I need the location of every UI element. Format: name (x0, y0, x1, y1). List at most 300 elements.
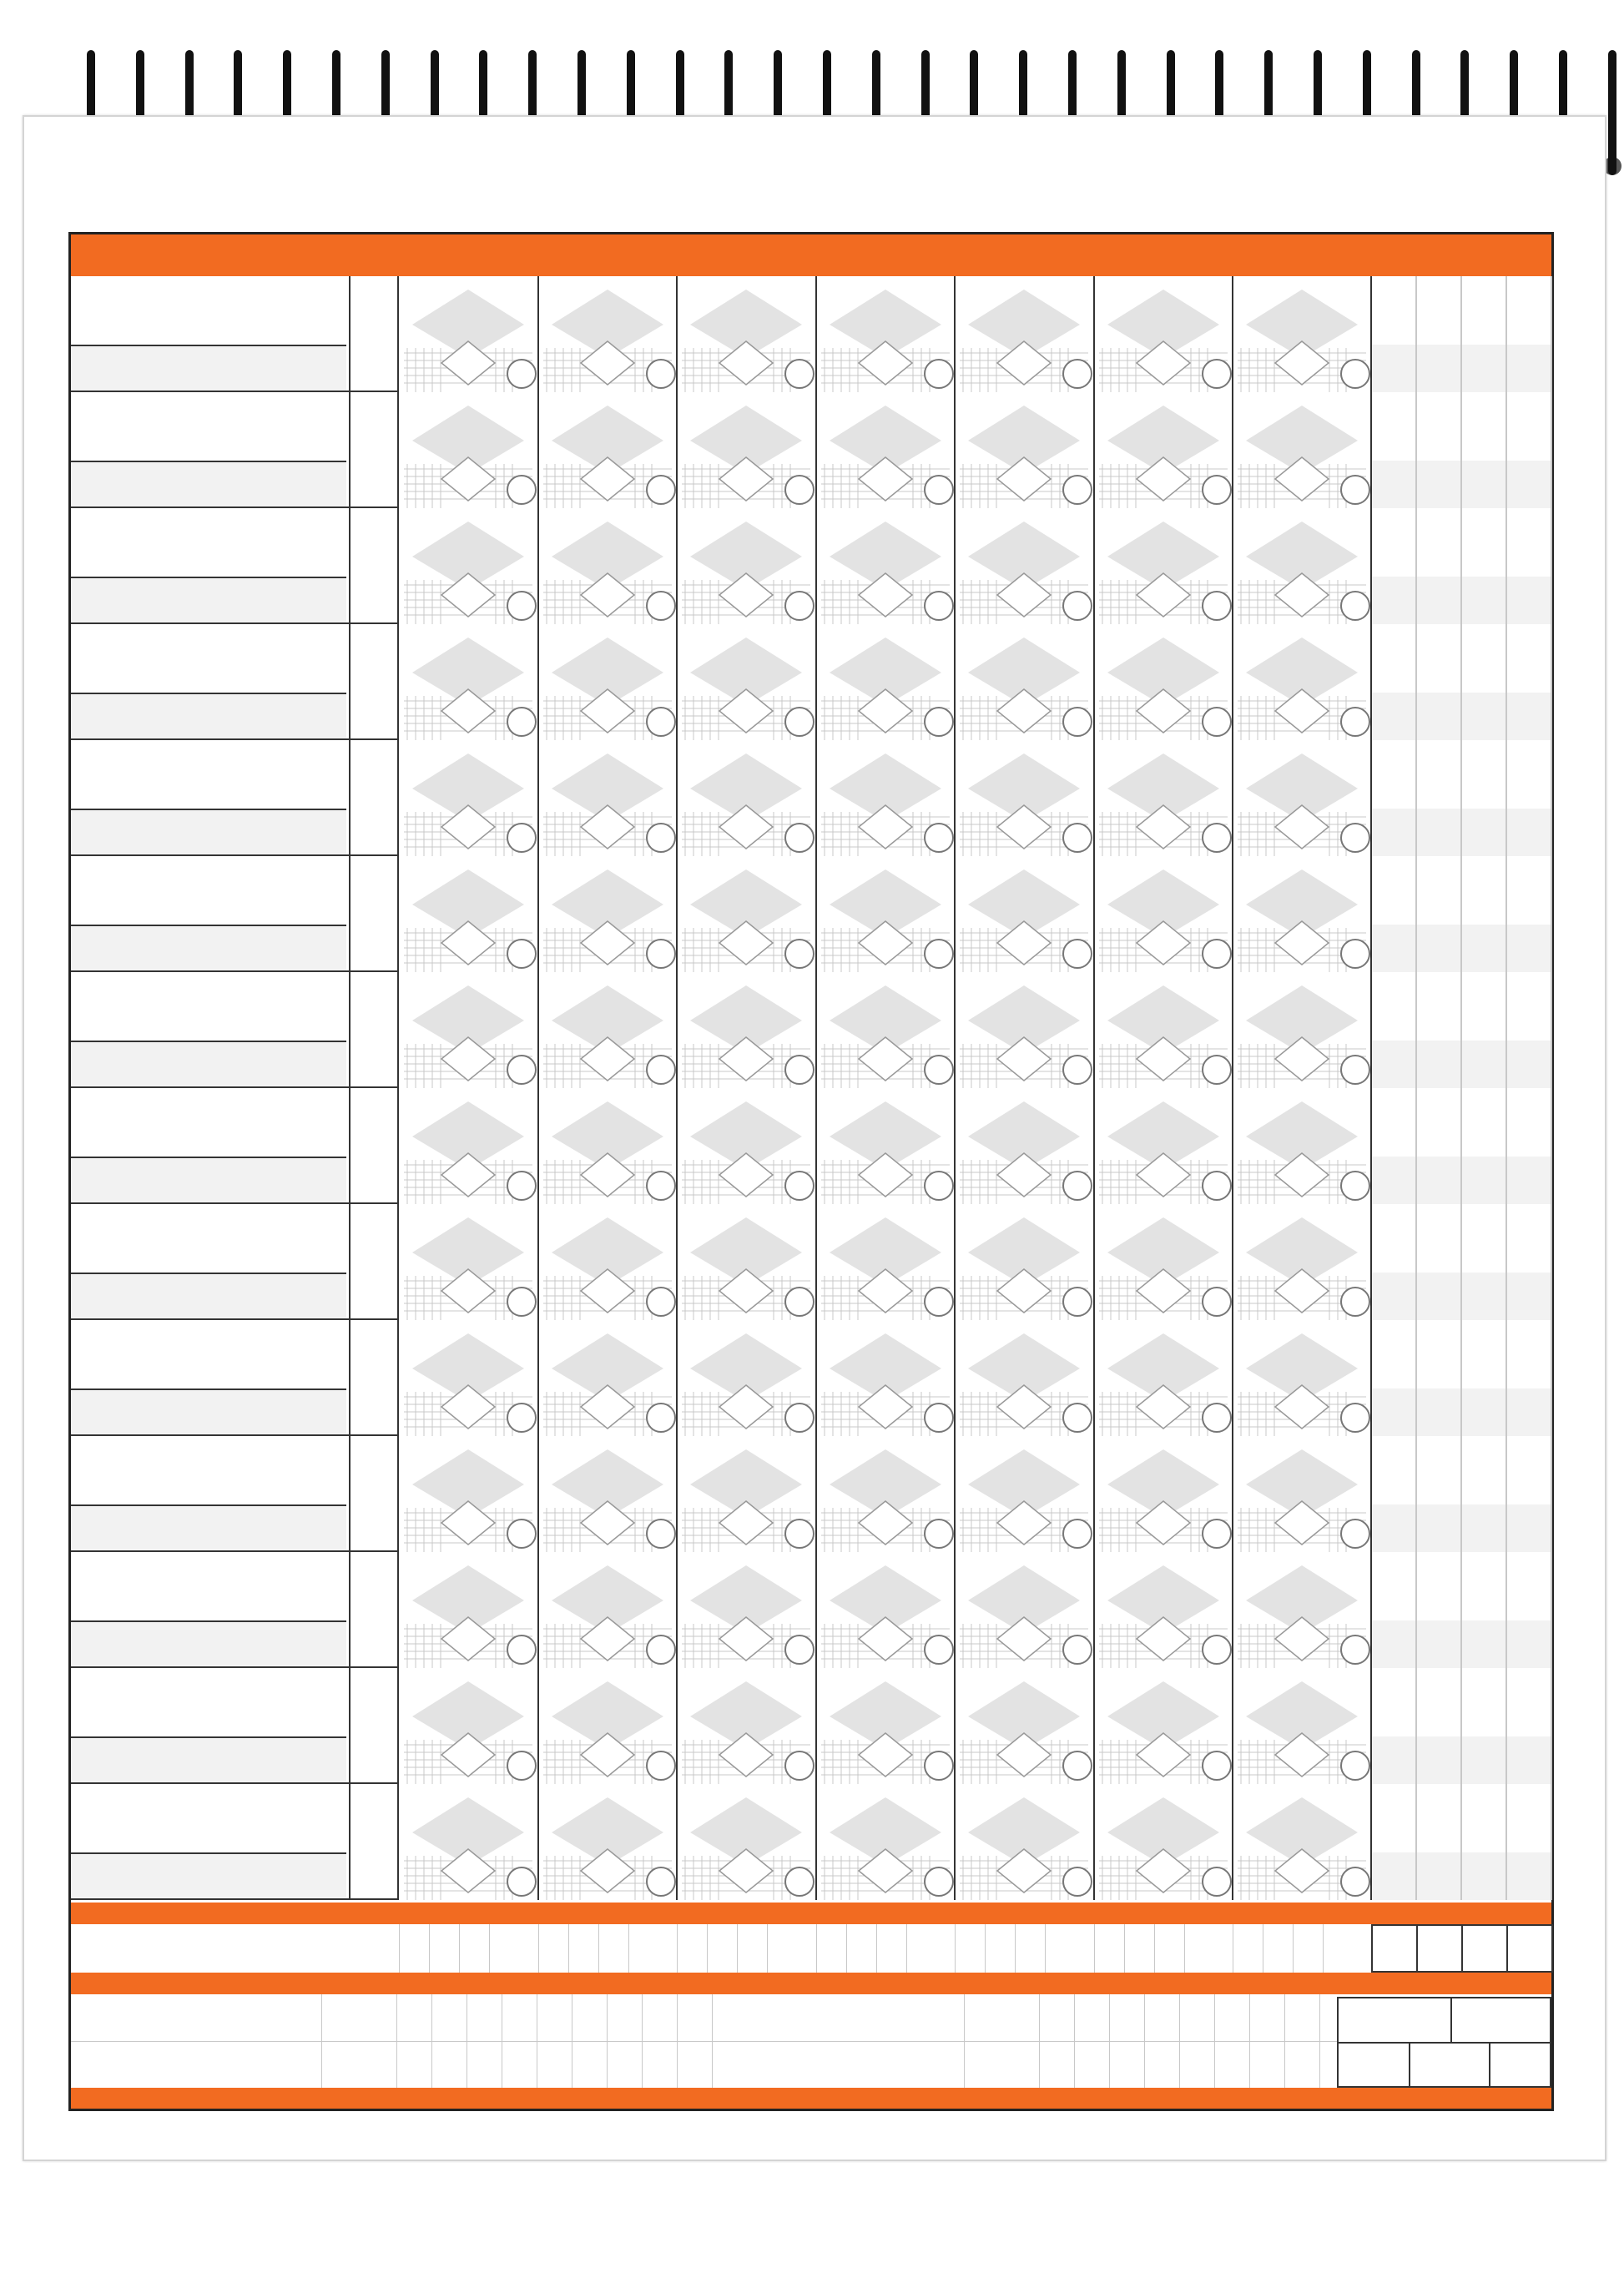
total-cell[interactable] (1506, 1320, 1551, 1436)
player-name-field[interactable] (71, 508, 346, 577)
team-stat-cell[interactable] (1094, 1924, 1124, 1973)
at-bat-cell[interactable] (1094, 276, 1233, 393)
at-bat-cell[interactable] (538, 624, 677, 741)
total-cell[interactable] (1461, 856, 1506, 972)
at-bat-cell[interactable] (538, 740, 677, 857)
pos-field[interactable] (351, 508, 399, 624)
at-bat-cell[interactable] (1233, 1436, 1371, 1553)
inning-divider (1370, 392, 1372, 508)
player-name-field[interactable] (71, 1088, 346, 1157)
total-cell[interactable] (1416, 1088, 1461, 1204)
opponent-box[interactable] (1337, 1997, 1452, 2044)
total-cell[interactable] (1506, 1668, 1551, 1784)
sub-name-field[interactable] (71, 1388, 346, 1436)
total-cell[interactable] (1416, 972, 1461, 1088)
sub-name-field[interactable] (71, 693, 346, 740)
at-bat-cell[interactable] (955, 1088, 1093, 1205)
at-bat-cell[interactable] (399, 508, 537, 625)
sub-name-field[interactable] (71, 925, 346, 972)
pitcher-stat-cell[interactable] (1179, 2041, 1214, 2088)
at-bat-cell[interactable] (677, 972, 815, 1089)
team-stat-cell[interactable] (459, 1924, 489, 1973)
pitcher-stat-cell[interactable] (572, 2041, 607, 2088)
team-stat-cell[interactable] (737, 1924, 767, 1973)
total-cell[interactable] (1506, 392, 1551, 508)
at-bat-cell[interactable] (1094, 624, 1233, 741)
total-cell[interactable] (1506, 1436, 1551, 1552)
at-bat-cell[interactable] (538, 1436, 677, 1553)
end-box[interactable] (1489, 2042, 1551, 2088)
team-stat-cell[interactable] (707, 1924, 737, 1973)
at-bat-cell[interactable] (677, 1668, 815, 1785)
inning-divider (676, 392, 678, 508)
pos-field[interactable] (351, 1436, 399, 1552)
total-cell[interactable] (1461, 1784, 1506, 1900)
inning-divider (1370, 972, 1372, 1088)
sub-name-field[interactable] (71, 577, 346, 624)
total-cell[interactable] (1416, 392, 1461, 508)
pitcher-stat-cell[interactable] (642, 2041, 677, 2088)
team-name-field[interactable] (71, 1924, 396, 1973)
player-name-field[interactable] (71, 1436, 346, 1504)
team-stat-divider (1045, 1924, 1046, 1973)
player-name-field[interactable] (71, 1320, 346, 1388)
pos-field[interactable] (351, 1784, 399, 1900)
at-bat-cell[interactable] (677, 392, 815, 509)
inning-divider (1232, 1552, 1233, 1668)
pitcher-stat-cell[interactable] (431, 2041, 467, 2088)
at-bat-cell[interactable] (955, 624, 1093, 741)
total-divider (1505, 1088, 1507, 1204)
inning-divider (954, 1204, 956, 1320)
at-bat-cell[interactable] (1094, 856, 1233, 973)
inning-divider (1370, 1436, 1372, 1552)
at-bat-cell[interactable] (399, 392, 537, 509)
at-bat-cell[interactable] (1233, 392, 1371, 509)
pos-field[interactable] (351, 740, 399, 856)
total-divider (1551, 972, 1552, 1088)
at-bat-cell[interactable] (1094, 1552, 1233, 1669)
pitcher-stat-cell[interactable] (502, 1994, 537, 2041)
player-name-field[interactable] (71, 856, 346, 925)
pitcher-stat-cell[interactable] (1249, 1994, 1284, 2041)
pitcher-stat-cell[interactable] (467, 2041, 502, 2088)
total-cell[interactable] (1371, 740, 1416, 856)
at-bat-cell[interactable] (538, 972, 677, 1089)
team-stat-cell[interactable] (489, 1924, 537, 1973)
pitcher-stat-cell[interactable] (642, 1994, 677, 2041)
at-bat-cell[interactable] (955, 1552, 1093, 1669)
team-stat-cell[interactable] (1184, 1924, 1233, 1973)
at-bat-cell[interactable] (677, 856, 815, 973)
pos-field[interactable] (351, 1668, 399, 1784)
total-cell[interactable] (1461, 1668, 1506, 1784)
total-divider (1460, 740, 1462, 856)
total-cell[interactable] (1461, 972, 1506, 1088)
total-cell[interactable] (1461, 1204, 1506, 1320)
team-stat-cell[interactable] (1015, 1924, 1045, 1973)
at-bat-cell[interactable] (399, 1320, 537, 1437)
total-cell[interactable] (1416, 1552, 1461, 1668)
at-bat-cell[interactable] (538, 1320, 677, 1437)
team-stat-cell[interactable] (1263, 1924, 1293, 1973)
total-cell[interactable] (1461, 508, 1506, 624)
player-name-field[interactable] (71, 740, 346, 809)
at-bat-cell[interactable] (399, 856, 537, 973)
at-bat-cell[interactable] (1233, 1784, 1371, 1901)
total-cell[interactable] (1416, 276, 1461, 392)
sub-name-field[interactable] (71, 1041, 346, 1088)
at-bat-cell[interactable] (1233, 1552, 1371, 1669)
at-bat-cell[interactable] (538, 856, 677, 973)
total-cell[interactable] (1371, 856, 1416, 972)
at-bat-cell[interactable] (1233, 740, 1371, 857)
at-bat-cell[interactable] (955, 1320, 1093, 1437)
total-cell[interactable] (1371, 1668, 1416, 1784)
player-name-field[interactable] (71, 1552, 346, 1620)
total-cell[interactable] (1461, 740, 1506, 856)
pitcher-stat-cell[interactable] (396, 2041, 431, 2088)
pos-divider (349, 1088, 351, 1204)
at-bat-cell[interactable] (677, 1784, 815, 1901)
total-cell[interactable] (1416, 1204, 1461, 1320)
player-name-field[interactable] (71, 972, 346, 1041)
at-bat-cell[interactable] (1094, 972, 1233, 1089)
total-cell[interactable] (1461, 624, 1506, 740)
pitcher-stat-cell[interactable] (1179, 1994, 1214, 2041)
sub-name-field[interactable] (71, 1852, 346, 1900)
at-bat-cell[interactable] (1233, 972, 1371, 1089)
total-cell[interactable] (1506, 624, 1551, 740)
pitcher-stat-cell[interactable] (1039, 2041, 1074, 2088)
pitchers-bar (71, 1973, 1551, 1994)
at-bat-cell[interactable] (816, 740, 955, 857)
sub-name-field[interactable] (71, 1620, 346, 1668)
pitcher-stat-cell[interactable] (502, 2041, 537, 2088)
at-bat-cell[interactable] (1233, 1668, 1371, 1785)
at-bat-cell[interactable] (1094, 508, 1233, 625)
at-bat-cell[interactable] (1094, 1668, 1233, 1785)
at-bat-cell[interactable] (955, 1436, 1093, 1553)
pos-field[interactable] (351, 276, 399, 392)
inning-divider (537, 740, 539, 856)
pos-field[interactable] (351, 972, 399, 1088)
at-bat-cell[interactable] (538, 392, 677, 509)
player-name-field[interactable] (71, 1204, 346, 1273)
at-bat-cell[interactable] (399, 740, 537, 857)
team-stat-cell[interactable] (538, 1924, 568, 1973)
at-bat-cell[interactable] (538, 1552, 677, 1669)
at-bat-cell[interactable] (816, 1204, 955, 1321)
total-cell[interactable] (1371, 1204, 1416, 1320)
at-bat-cell[interactable] (816, 972, 955, 1089)
total-cell[interactable] (1416, 1668, 1461, 1784)
at-bat-cell[interactable] (677, 1552, 815, 1669)
pitcher-stat-cell[interactable] (1144, 1994, 1179, 2041)
player-name-field[interactable] (71, 392, 346, 461)
pitcher-stat-cell[interactable] (1214, 2041, 1249, 2088)
sub-name-field[interactable] (71, 461, 346, 508)
at-bat-cell[interactable] (816, 1320, 955, 1437)
at-bat-cell[interactable] (816, 1668, 955, 1785)
at-bat-cell[interactable] (677, 1204, 815, 1321)
inning-divider (1232, 624, 1233, 740)
team-stat-cell[interactable] (677, 1924, 707, 1973)
at-bat-cell[interactable] (677, 1436, 815, 1553)
team-stat-cell[interactable] (985, 1924, 1015, 1973)
total-cell[interactable] (1506, 1204, 1551, 1320)
pitcher-stat-cell[interactable] (1284, 1994, 1319, 2041)
pitcher-stat-cell[interactable] (1074, 2041, 1109, 2088)
total-cell[interactable] (1506, 276, 1551, 392)
at-bat-cell[interactable] (816, 1436, 955, 1553)
sub-name-field[interactable] (71, 1736, 346, 1784)
at-bat-cell[interactable] (1094, 392, 1233, 509)
pitcher-stat-cell[interactable] (1039, 1994, 1074, 2041)
at-bat-cell[interactable] (816, 508, 955, 625)
at-bat-cell[interactable] (538, 276, 677, 393)
total-cell[interactable] (1506, 1552, 1551, 1668)
total-cell[interactable] (1416, 1436, 1461, 1552)
pitcher-stat-cell[interactable] (537, 2041, 572, 2088)
pitcher-name-field[interactable] (71, 1994, 321, 2041)
pitcher-stat-cell[interactable] (1284, 2041, 1319, 2088)
team-stat-cell[interactable] (429, 1924, 459, 1973)
player-name-field[interactable] (71, 1784, 346, 1852)
team-stat-cell[interactable] (906, 1924, 955, 1973)
total-cell[interactable] (1461, 1436, 1506, 1552)
pos-field[interactable] (351, 1204, 399, 1320)
team-stat-cell[interactable] (1045, 1924, 1093, 1973)
sub-name-field[interactable] (71, 1504, 346, 1552)
at-bat-cell[interactable] (816, 624, 955, 741)
pitcher-name-field[interactable] (713, 2041, 963, 2088)
inning-divider (815, 508, 817, 624)
at-bat-cell[interactable] (538, 1088, 677, 1205)
player-name-field[interactable] (71, 276, 346, 345)
team-stat-cell[interactable] (399, 1924, 429, 1973)
at-bat-cell[interactable] (399, 276, 537, 393)
inning-divider (1370, 856, 1372, 972)
team-stat-cell[interactable] (1293, 1924, 1323, 1973)
team-total-box[interactable] (1506, 1924, 1553, 1973)
at-bat-cell[interactable] (955, 508, 1093, 625)
total-cell[interactable] (1506, 740, 1551, 856)
pitcher-stat-cell[interactable] (572, 1994, 607, 2041)
total-divider (1551, 392, 1552, 508)
at-bat-cell[interactable] (816, 1552, 955, 1669)
at-bat-cell[interactable] (677, 740, 815, 857)
at-bat-cell[interactable] (816, 392, 955, 509)
at-bat-cell[interactable] (1094, 1088, 1233, 1205)
at-bat-cell[interactable] (1233, 1088, 1371, 1205)
at-bat-cell[interactable] (816, 276, 955, 393)
total-divider (1460, 1320, 1462, 1436)
pitcher-stat-cell[interactable] (607, 1994, 642, 2041)
team-stat-cell[interactable] (568, 1924, 598, 1973)
total-cell[interactable] (1416, 624, 1461, 740)
total-cell[interactable] (1416, 1784, 1461, 1900)
total-cell[interactable] (1461, 1088, 1506, 1204)
total-cell[interactable] (1371, 392, 1416, 508)
inning-divider (537, 856, 539, 972)
sub-name-field[interactable] (71, 809, 346, 856)
at-bat-cell[interactable] (1233, 1320, 1371, 1437)
total-cell[interactable] (1371, 624, 1416, 740)
at-bat-cell[interactable] (1233, 276, 1371, 393)
team-stat-cell[interactable] (1124, 1924, 1154, 1973)
at-bat-cell[interactable] (955, 740, 1093, 857)
player-name-field[interactable] (71, 1668, 346, 1736)
at-bat-cell[interactable] (399, 972, 537, 1089)
pitcher-stat-cell[interactable] (1109, 2041, 1144, 2088)
at-bat-cell[interactable] (538, 1784, 677, 1901)
total-divider (1415, 1668, 1417, 1784)
at-bat-cell[interactable] (399, 1668, 537, 1785)
at-bat-cell[interactable] (399, 1088, 537, 1205)
at-bat-cell[interactable] (1233, 624, 1371, 741)
total-cell[interactable] (1461, 392, 1506, 508)
total-cell[interactable] (1416, 1320, 1461, 1436)
at-bat-cell[interactable] (677, 1320, 815, 1437)
inning-divider (954, 508, 956, 624)
sub-name-field[interactable] (71, 345, 346, 392)
total-cell[interactable] (1371, 1088, 1416, 1204)
at-bat-cell[interactable] (399, 1204, 537, 1321)
total-cell[interactable] (1371, 1320, 1416, 1436)
pitcher-stat-cell[interactable] (607, 2041, 642, 2088)
at-bat-cell[interactable] (1094, 740, 1233, 857)
total-cell[interactable] (1461, 1320, 1506, 1436)
at-bat-cell[interactable] (816, 1784, 955, 1901)
at-bat-cell[interactable] (399, 1552, 537, 1669)
at-bat-cell[interactable] (399, 1784, 537, 1901)
at-bat-cell[interactable] (955, 856, 1093, 973)
at-bat-cell[interactable] (677, 1088, 815, 1205)
team-stat-cell[interactable] (1323, 1924, 1371, 1973)
total-cell[interactable] (1506, 1088, 1551, 1204)
pos-field[interactable] (351, 392, 399, 508)
pitcher-stat-cell[interactable] (1144, 2041, 1179, 2088)
total-cell[interactable] (1506, 856, 1551, 972)
team-stat-cell[interactable] (598, 1924, 628, 1973)
at-bat-cell[interactable] (677, 508, 815, 625)
total-divider (1415, 1204, 1417, 1320)
pitcher-stat-cell[interactable] (467, 1994, 502, 2041)
total-cell[interactable] (1506, 972, 1551, 1088)
at-bat-cell[interactable] (1094, 1436, 1233, 1553)
location-box[interactable] (1450, 1997, 1551, 2044)
pitcher-stat-cell[interactable] (1109, 1994, 1144, 2041)
sub-divider (71, 1504, 346, 1506)
at-bat-cell[interactable] (1094, 1784, 1233, 1901)
total-cell[interactable] (1371, 972, 1416, 1088)
at-bat-cell[interactable] (955, 1204, 1093, 1321)
at-bat-cell[interactable] (399, 624, 537, 741)
total-cell[interactable] (1371, 276, 1416, 392)
team-stat-cell[interactable] (955, 1924, 985, 1973)
pitcher-name-field[interactable] (71, 2041, 321, 2088)
team-total-box[interactable] (1371, 1924, 1418, 1973)
pitcher-stat-cell[interactable] (1074, 1994, 1109, 2041)
total-cell[interactable] (1461, 1552, 1506, 1668)
inning-divider (1232, 1784, 1233, 1900)
at-bat-cell[interactable] (399, 1436, 537, 1553)
at-bat-cell[interactable] (538, 1204, 677, 1321)
total-cell[interactable] (1371, 1784, 1416, 1900)
sub-name-field[interactable] (71, 1273, 346, 1320)
inning-divider (1093, 624, 1095, 740)
at-bat-cell[interactable] (1233, 1204, 1371, 1321)
team-stat-cell[interactable] (1154, 1924, 1184, 1973)
pos-field[interactable] (351, 1320, 399, 1436)
at-bat-cell[interactable] (955, 1784, 1093, 1901)
at-bat-cell[interactable] (955, 276, 1093, 393)
at-bat-cell[interactable] (816, 1088, 955, 1205)
at-bat-cell[interactable] (1094, 1204, 1233, 1321)
total-cell[interactable] (1416, 508, 1461, 624)
team-stat-cell[interactable] (876, 1924, 906, 1973)
pitcher-stat-cell[interactable] (396, 1994, 431, 2041)
inning-divider (676, 276, 678, 392)
pos-field[interactable] (351, 1552, 399, 1668)
sub-name-field[interactable] (71, 1157, 346, 1204)
team-stat-cell[interactable] (846, 1924, 876, 1973)
team-total-box[interactable] (1461, 1924, 1508, 1973)
at-bat-cell[interactable] (538, 508, 677, 625)
at-bat-cell[interactable] (955, 1668, 1093, 1785)
at-bat-cell[interactable] (955, 392, 1093, 509)
pos-field[interactable] (351, 856, 399, 972)
date-box[interactable] (1337, 2042, 1410, 2088)
pitcher-stat-cell[interactable] (1249, 2041, 1284, 2088)
total-cell[interactable] (1416, 740, 1461, 856)
total-cell[interactable] (1506, 508, 1551, 624)
at-bat-cell[interactable] (955, 972, 1093, 1089)
pitcher-name-field[interactable] (713, 1994, 963, 2041)
at-bat-cell[interactable] (1094, 1320, 1233, 1437)
pitcher-stat-cell[interactable] (431, 1994, 467, 2041)
total-cell[interactable] (1416, 856, 1461, 972)
pitcher-stat-cell[interactable] (677, 2041, 712, 2088)
start-box[interactable] (1409, 2042, 1490, 2088)
total-cell[interactable] (1371, 1552, 1416, 1668)
total-divider (1460, 276, 1462, 392)
pos-field[interactable] (351, 624, 399, 740)
at-bat-cell[interactable] (677, 624, 815, 741)
pitcher-stat-cell[interactable] (1214, 1994, 1249, 2041)
team-stat-cell[interactable] (628, 1924, 677, 1973)
team-stat-cell[interactable] (816, 1924, 846, 1973)
at-bat-cell[interactable] (1233, 508, 1371, 625)
at-bat-cell[interactable] (677, 276, 815, 393)
player-name-field[interactable] (71, 624, 346, 693)
pitcher-stat-cell[interactable] (677, 1994, 712, 2041)
total-cell[interactable] (1461, 276, 1506, 392)
inning-divider (537, 1204, 539, 1320)
total-cell[interactable] (1371, 1436, 1416, 1552)
at-bat-cell[interactable] (1233, 856, 1371, 973)
team-stat-cell[interactable] (767, 1924, 815, 1973)
pitcher-stat-cell[interactable] (537, 1994, 572, 2041)
pos-field[interactable] (351, 1088, 399, 1204)
at-bat-cell[interactable] (816, 856, 955, 973)
total-cell[interactable] (1371, 508, 1416, 624)
team-stat-cell[interactable] (1233, 1924, 1263, 1973)
total-cell[interactable] (1506, 1784, 1551, 1900)
team-total-box[interactable] (1416, 1924, 1463, 1973)
at-bat-cell[interactable] (538, 1668, 677, 1785)
